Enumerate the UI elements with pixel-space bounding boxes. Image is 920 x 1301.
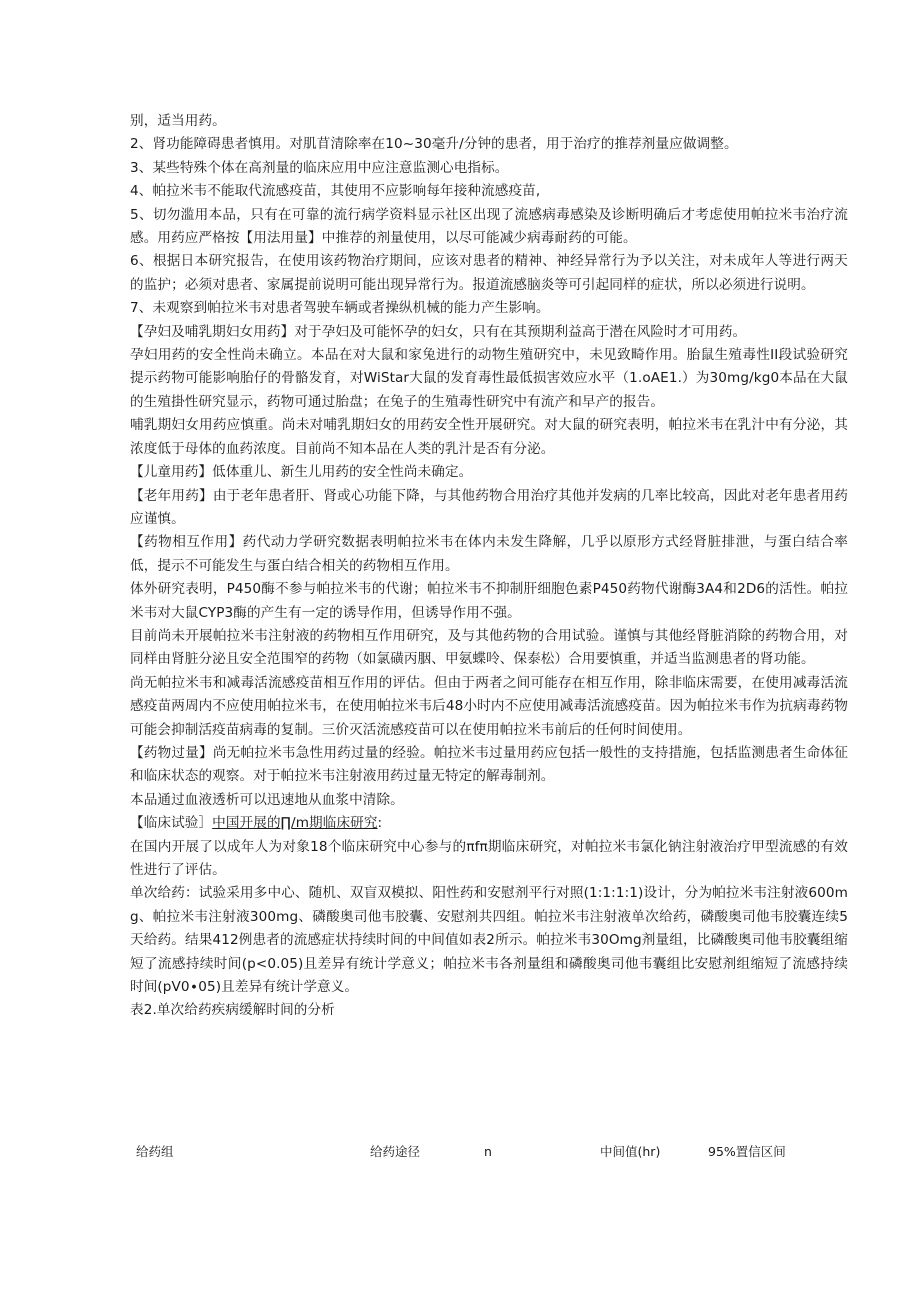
paragraph: 【孕妇及哺乳期妇女用药】对于孕妇及可能怀孕的妇女，只有在其预期利益高于潜在风险时才可用药。 (130, 323, 747, 340)
document-body (130, 110, 848, 1023)
table-header-cell: n (484, 1144, 492, 1159)
paragraph: 【药物过量】尚无帕拉米韦急性用药过量的经验。帕拉米韦过量用药应包括一般性的支持措施，包括监测患者生命体征和临床状态的观察。对于帕拉米韦注射液用药过量无特定的解毒制剂。 (130, 744, 848, 785)
paragraph: 2、肾功能障碍患者慎用。对肌苜清除率在10~30毫升/分钟的患者，用于治疗的推荐剂量应做调整。 (130, 136, 738, 153)
table-caption: 表2.单次给药疾病缓解时间的分析 (130, 1002, 335, 1019)
paragraph: 6、根据日本研究报告，在使用该药物治疗期间，应该对患者的精神、神经异常行为予以关注，对未成年人等进行两天的监护；必须对患者、家属提前说明可能出现异常行为。报道流感脑炎等可引起同样的症状，所以必须进行说明。 (130, 253, 848, 293)
paragraph: 7、未观察到帕拉米韦对患者驾驶车辆或者操纵机械的能力产生影响。 (130, 300, 550, 317)
paragraph: 【儿童用药】低体重儿、新生儿用药的安全性尚未确定。 (130, 464, 473, 481)
paragraph: 【药物相互作用】药代动力学研究数据表明帕拉米韦在体内未发生降解，几乎以原形方式经肾脏排泄，与蛋白结合率低，提示不可能发生与蛋白结合相关的药物相互作用。 (130, 534, 848, 574)
paragraph: 哺乳期妇女用药应慎重。尚未对哺乳期妇女的用药安全性开展研究。对大鼠的研究表明，帕拉米韦在乳汁中有分泌，其浓度低于母体的血药浓度。目前尚不知本品在人类的乳汁是否有分泌。 (130, 417, 848, 457)
clinical-trial-heading (130, 812, 848, 835)
paragraph: 本品通过血液透析可以迅速地从血浆中清除。 (130, 791, 404, 808)
paragraph: 别，适当用药。 (130, 113, 226, 129)
clinical-heading-suffix: : (377, 815, 383, 832)
clinical-heading-link: 中国开展的∏∕m期临床研究 (212, 815, 378, 832)
table-header-cell: 给药组 (136, 1144, 174, 1159)
paragraph: 【老年用药】由于老年患者肝、肾或心功能下降，与其他药物合用治疗其他并发病的几率比较高，因此对老年患者用药应谨慎。 (130, 487, 848, 527)
table-header-cell: 中间值(hr) (600, 1144, 661, 1159)
clinical-heading-prefix: 【临床试验］ (130, 815, 213, 832)
paragraph: 单次给药：试验采用多中心、随机、双盲双模拟、阳性药和安慰剂平行对照(1:1:1:1)设计，分为帕拉米韦注射液600mg、帕拉米韦注射液300mg、磷酸奥司他韦胶囊、安慰剂共四组。帕拉米韦注射液单次给药，磷酸奥司他韦胶囊连续5天给药。结果412例患者的流感症状持续时间的中间值如表2所示。帕拉米韦30Omg剂量组，比磷酸奥司他韦胶囊组缩短了流感持续时间(p<0.05)且差异有统计学意义；帕拉米韦各剂量组和磷酸奥司他韦囊组比安慰剂组缩短了流感持续时间(pV0∙05)且差异有统计学意义。 (130, 885, 848, 996)
paragraph: 3、某些特殊个体在高剂量的临床应用中应注意监测心电指标。 (130, 159, 509, 176)
paragraph: 4、帕拉米韦不能取代流感疫苗，其使用不应影响每年接种流感疫苗, (130, 183, 541, 200)
paragraph: 尚无帕拉米韦和减毒活流感疫苗相互作用的评估。但由于两者之间可能存在相互作用，除非临床需要，在使用减毒活流感疫苗两周内不应使用帕拉米韦，在使用帕拉米韦后48小时内不应使用减毒活流感疫苗。因为帕拉米韦作为抗病毒药物可能会抑制活疫苗病毒的复制。三价灭活流感疫苗可以在使用帕拉米韦前后的任何时间使用。 (130, 674, 848, 738)
paragraph: 体外研究表明，P450酶不参与帕拉米韦的代谢；帕拉米韦不抑制肝细胞色素P450药物代谢酶3A4和2D6的活性。帕拉米韦对大鼠CYP3酶的产生有一定的诱导作用，但诱导作用不强。 (130, 581, 848, 621)
table-header-cell: 95%置信区间 (708, 1144, 786, 1159)
table-header-row (136, 1140, 836, 1164)
paragraph: 在国内开展了以成年人为对象18个临床研究中心参与的πfπ期临床研究，对帕拉米韦氯化钠注射液治疗甲型流感的有效性进行了评估。 (130, 838, 848, 878)
table-header-cell: 给药途径 (370, 1144, 421, 1159)
paragraph: 目前尚未开展帕拉米韦注射液的药物相互作用研究，及与其他药物的合用试验。谨慎与其他经肾脏消除的药物合用，对同样由肾脏分泌且安全范围窄的药物（如氯磺丙胭、甲氨蝶呤、保泰松）合用要慎重，并适当监测患者的肾功能。 (130, 627, 848, 668)
paragraph: 5、切勿滥用本品，只有在可靠的流行病学资料显示社区出现了流感病毒感染及诊断明确后才考虑使用帕拉米韦治疗流感。用药应严格按【用法用量】中推荐的剂量使用，以尽可能减少病毒耐药的可能。 (130, 206, 848, 247)
paragraph: 孕妇用药的安全性尚未确立。本品在对大鼠和家兔进行的动物生殖研究中，未见致畸作用。胎鼠生殖毒性II段试验研究提示药物可能影响胎仔的骨骼发育，对WiStar大鼠的发育毒性最低损害效应水平（1.oAE1.）为30mg∕kg0本品在大鼠的生殖掛性研究显示，药物可通过胎盘；在兔子的生殖毒性研究中有流产和早产的报告。 (130, 347, 848, 410)
